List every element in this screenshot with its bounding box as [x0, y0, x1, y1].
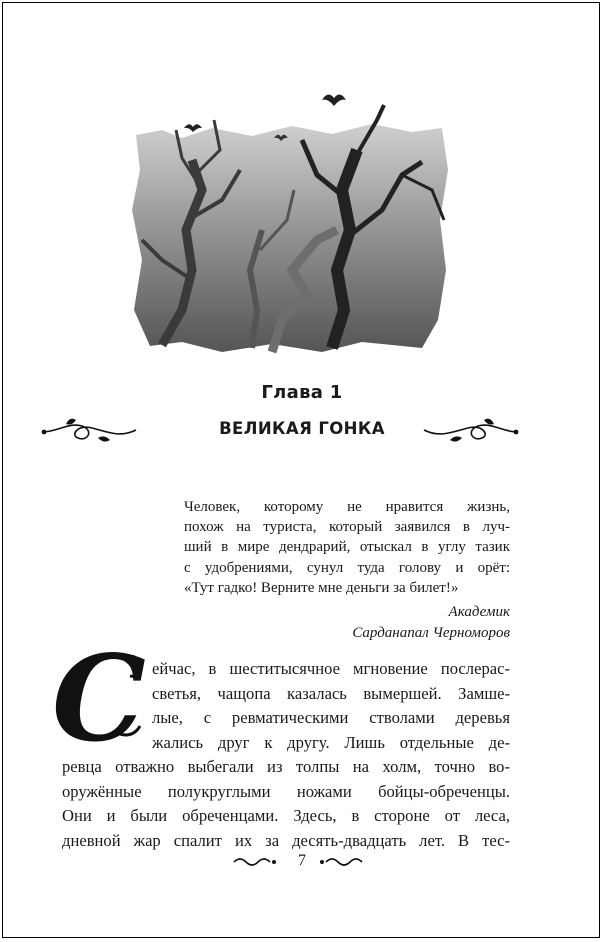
epigraph-line: «Тут гадко! Верните мне деньги за билет!»: [184, 579, 459, 596]
epigraph-author-title: Академик: [448, 604, 510, 620]
epigraph: [184, 497, 510, 598]
epigraph-line: с удобрениями, сунул туда голову и орёт:: [184, 559, 510, 576]
body-line: светья, чащопа казалась вымершей. Замше-: [152, 683, 510, 703]
epigraph-line: похож на туриста, который заявился в луч-: [184, 519, 510, 536]
folio-ornament-right-icon: [318, 855, 364, 869]
body-line: оружённые полукруглыми ножами бойцы-обреченцы.: [62, 781, 510, 801]
epigraph-attribution: [352, 602, 510, 644]
body-line: дневной жар спалит их за десять-двадцать лет. В тес-: [62, 830, 510, 850]
body-line: ревца отважно выбегали из толпы на холм, точно во-: [62, 757, 510, 776]
body-line: ейчас, в шеститысячное мгновение послерас-: [152, 659, 510, 678]
body-line: лые, с ревматическими стволами деревья: [152, 708, 510, 727]
drop-cap-letter: С: [52, 640, 146, 750]
epigraph-line: ший в мире дендрарий, отыскал в углу тазик: [184, 539, 510, 556]
epigraph-author-name: Сарданапал Черноморов: [352, 625, 510, 641]
epigraph-line: Человек, которому не нравится жизнь,: [184, 499, 510, 515]
body-text: [62, 657, 510, 853]
chapter-number: Глава 1: [261, 382, 343, 403]
body-line: Они и были обреченцами. Здесь, в стороне от леса,: [62, 806, 510, 825]
chapter-title: ВЕЛИКАЯ ГОНКА: [219, 419, 385, 438]
body-line: жались друг к другу. Лишь отдельные де-: [152, 732, 510, 752]
page-number: 7: [298, 852, 306, 869]
haunted-forest-illustration: [122, 80, 454, 355]
